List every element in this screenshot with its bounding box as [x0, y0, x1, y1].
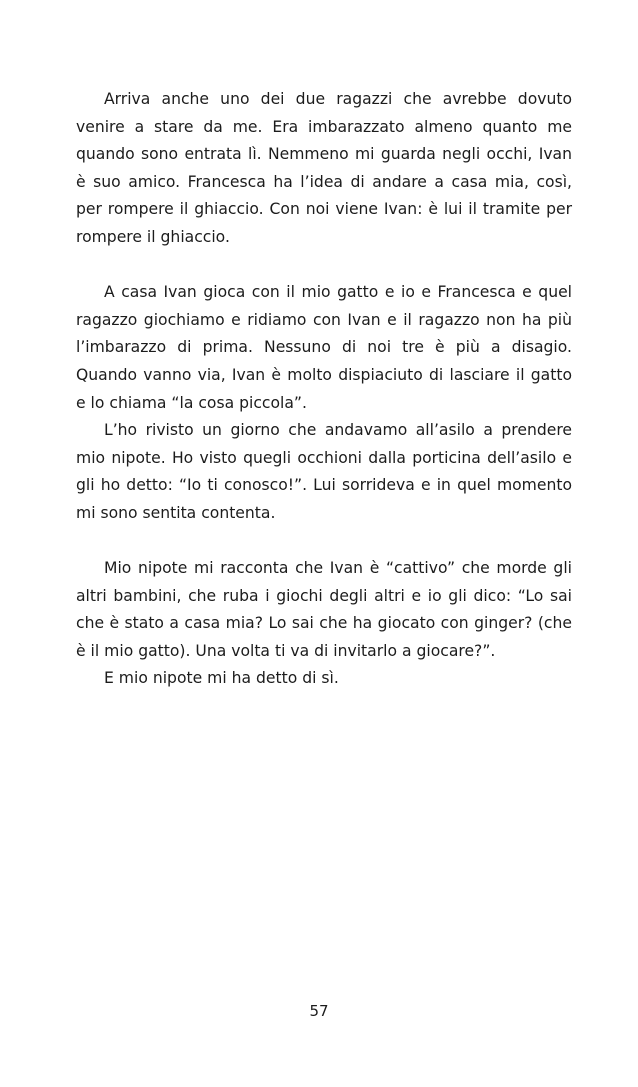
paragraph-4: Mio nipote mi racconta che Ivan è “cattivo” che morde gli altri bambini, che ruba i giochi degli altri e io gli dico: “Lo sai che è stato a casa mia? Lo sai che ha giocato con ginger? (che è il mio gatto). Una volta ti va di invitarlo a giocare?”. — [76, 559, 572, 660]
paragraph-5: E mio nipote mi ha detto di sì. — [104, 669, 339, 688]
paragraph-1: Arriva anche uno dei due ragazzi che avrebbe dovuto venire a stare da me. Era imbarazzato almeno quanto me quando sono entrata lì. Nemmeno mi guarda negli occhi, Ivan è suo amico. Francesca ha l’idea di andare a casa mia, così, per rompere il ghiaccio. Con noi viene Ivan: è lui il tramite per rompere il ghiaccio. — [76, 90, 572, 246]
body-text — [76, 86, 572, 693]
page-number: 57 — [309, 1002, 329, 1020]
paragraph-3: L’ho rivisto un giorno che andavamo all’asilo a prendere mio nipote. Ho visto quegli occhioni dalla porticina dell’asilo e gli ho detto: “Io ti conosco!”. Lui sorrideva e in quel momento mi sono sentita contenta. — [76, 421, 572, 522]
paragraph-2: A casa Ivan gioca con il mio gatto e io e Francesca e quel ragazzo giochiamo e ridiamo con Ivan e il ragazzo non ha più l’imbarazzo di prima. Nessuno di noi tre è più a disagio. Quando vanno via, Ivan è molto dispiaciuto di lasciare il gatto e lo chiama “la cosa piccola”. — [76, 283, 572, 412]
